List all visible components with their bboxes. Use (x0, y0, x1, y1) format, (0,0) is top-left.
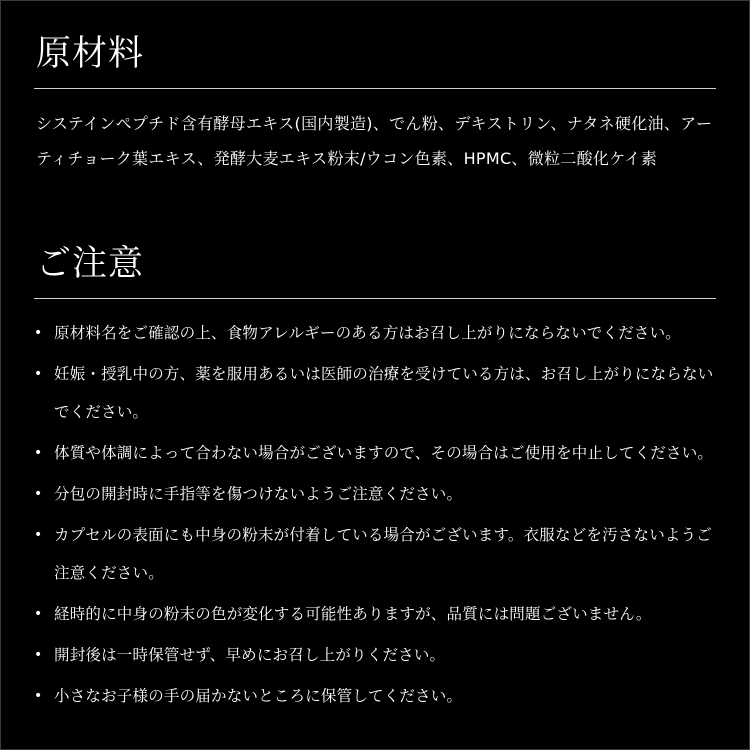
cautions-section (34, 244, 716, 299)
ingredients-text: システインペプチド含有酵母エキス(国内製造)、でん粉、デキストリン、ナタネ硬化油、アーティチョーク葉エキス、発酵大麦エキス粉末/ウコン色素、HPMC、微粒二酸化ケイ素 (36, 114, 713, 168)
caution-text: 経時的に中身の粉末の色が変化する可能性ありますが、品質には問題ございません。 (54, 605, 652, 623)
bullet: • (34, 445, 43, 461)
ingredients-divider (34, 88, 716, 89)
caution-text: 小さなお子様の手の届かないところに保管してください。 (54, 687, 463, 705)
cautions-divider (34, 298, 716, 299)
bullet: • (34, 688, 43, 704)
caution-item (34, 595, 734, 633)
caution-text: カプセルの表面にも中身の粉末が付着している場合がございます。衣服などを汚さないようご注意ください。 (54, 526, 713, 582)
caution-item (34, 677, 734, 715)
ingredients-section (34, 34, 716, 89)
caution-text: 妊娠・授乳中の方、薬を服用あるいは医師の治療を受けている方は、お召し上がりにならないでください。 (54, 365, 714, 421)
bullet: • (34, 366, 43, 382)
caution-text: 分包の開封時に手指等を傷つけないようご注意ください。 (54, 485, 463, 503)
cautions-heading: ご注意 (36, 244, 145, 284)
ingredients-heading: 原材料 (36, 34, 145, 74)
bullet: • (34, 527, 43, 543)
caution-text: 開封後は一時保管せず、早めにお召し上がりください。 (54, 646, 446, 664)
caution-item (34, 516, 719, 592)
caution-list (34, 314, 734, 718)
bullet: • (34, 486, 43, 502)
caution-item (34, 434, 734, 472)
caution-item (34, 355, 714, 431)
caution-text: 原材料名をご確認の上、食物アレルギーのある方はお召し上がりにならないでください。 (54, 324, 681, 342)
caution-text: 体質や体調によって合わない場合がございますので、その場合はご使用を中止してください。 (54, 444, 714, 462)
bullet: • (34, 325, 43, 341)
caution-item (34, 314, 734, 352)
bullet: • (34, 647, 43, 663)
bullet: • (34, 606, 43, 622)
caution-item (34, 475, 734, 513)
caution-item (34, 636, 734, 674)
